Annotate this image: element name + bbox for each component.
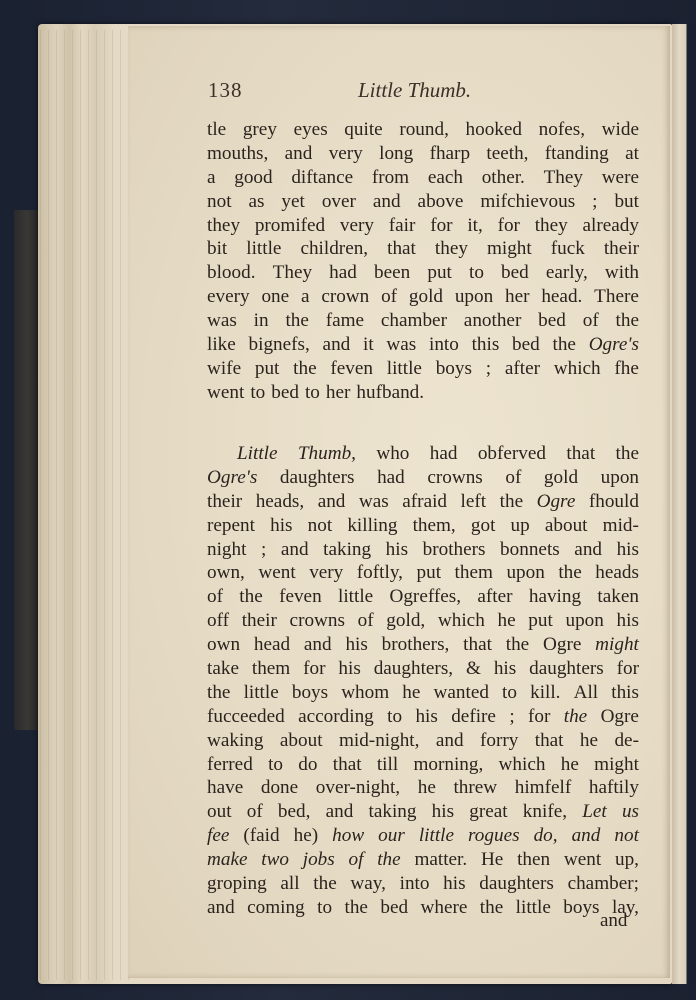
text-line: own, went very foftly, put them upon the heads: [207, 562, 639, 584]
page-number: 138: [208, 78, 243, 102]
text-line: have done over-night, he threw himfelf haftily: [207, 777, 639, 799]
text-line: fucceeded according to his defire ; for the Ogre: [207, 705, 639, 727]
page-header: [208, 78, 648, 108]
right-page-edge: [672, 24, 696, 984]
paragraph-2: [207, 442, 639, 920]
running-title: Little Thumb.: [358, 78, 472, 102]
text-line: every one a crown of gold upon her head. There: [207, 286, 639, 308]
text-line: mouths, and very long fharp teeth, ftanding at: [207, 142, 639, 164]
text-line: make two jobs of the matter. He then went up,: [207, 849, 639, 871]
page-edges: [40, 30, 130, 980]
text-line: wife put the feven little boys ; after which fhe: [207, 357, 639, 379]
text-line: off their crowns of gold, which he put upon his: [207, 610, 639, 632]
text-line: their heads, and was afraid left the Ogre fhould: [207, 490, 639, 512]
text-line: went to bed to her hufband.: [207, 381, 425, 403]
text-line: of the feven little Ogreffes, after having taken: [207, 586, 639, 608]
text-line: Little Thumb, who had obferved that the: [237, 443, 639, 464]
text-line: like bignefs, and it was into this bed the Ogre's: [207, 334, 639, 356]
text-line: not as yet over and above mifchievous ; but: [207, 190, 639, 212]
text-line: waking about mid-night, and forry that he de-: [207, 729, 639, 751]
text-line: the little boys whom he wanted to kill. All this: [207, 681, 639, 703]
book-spine: [14, 210, 40, 730]
text-line: own head and his brothers, that the Ogre might: [207, 634, 639, 656]
text-line: out of bed, and taking his great knife, Let us: [207, 801, 639, 823]
text-line: was in the fame chamber another bed of the: [207, 310, 639, 332]
text-line: they promifed very fair for it, for they already: [207, 214, 639, 236]
catchword: and: [600, 910, 628, 931]
text-line: take them for his daughters, & his daughters for: [207, 658, 639, 680]
text-line: a good diftance from each other. They were: [207, 166, 639, 188]
text-line: tle grey eyes quite round, hooked nofes, wide: [207, 119, 639, 140]
text-line: Ogre's daughters had crowns of gold upon: [207, 466, 639, 488]
text-line: blood. They had been put to bed early, with: [207, 262, 639, 284]
text-line: and coming to the bed where the little boys lay,: [207, 896, 639, 918]
text-line: ferred to do that till morning, which he might: [207, 753, 639, 775]
text-line: bit little children, that they might fuck their: [207, 238, 639, 260]
text-line: fee (faid he) how our little rogues do, and not: [207, 825, 639, 847]
text-line: night ; and taking his brothers bonnets and his: [207, 538, 639, 560]
text-line: repent his not killing them, got up about mid-: [207, 514, 639, 536]
text-line: groping all the way, into his daughters chamber;: [207, 873, 639, 895]
paragraph-1: [207, 118, 639, 405]
